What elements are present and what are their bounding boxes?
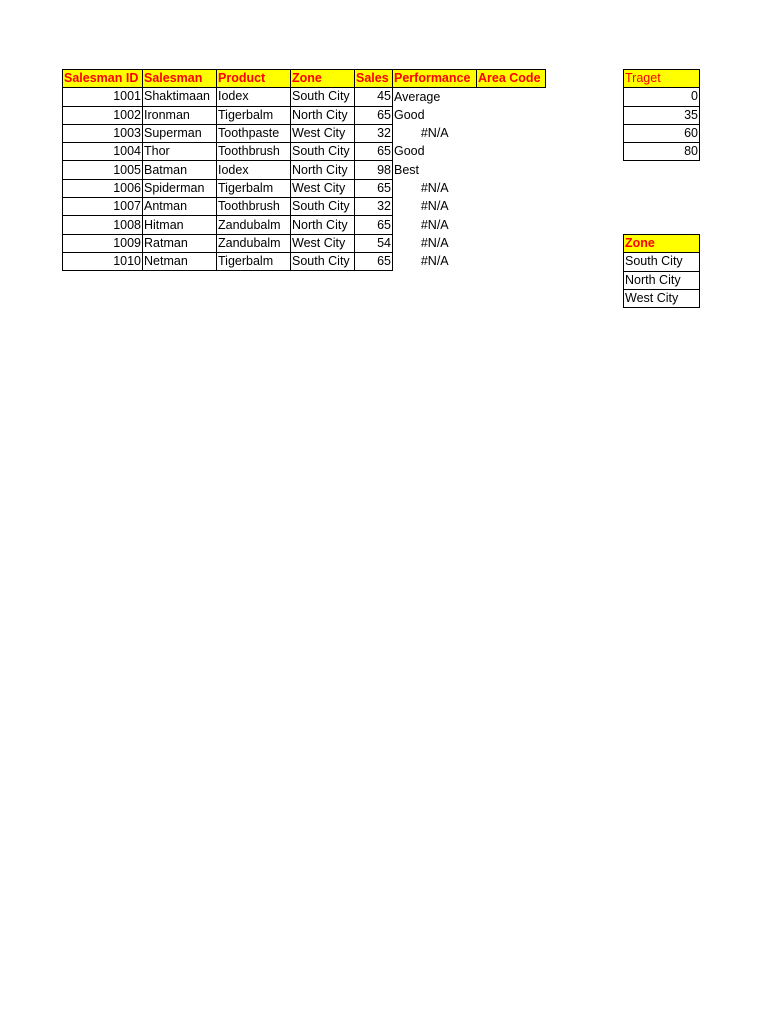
cell-salesman-id[interactable]: 1010 (63, 252, 143, 270)
cell-zone[interactable]: West City (291, 234, 355, 252)
cell-salesman-id[interactable]: 1008 (63, 216, 143, 234)
table-row (63, 161, 546, 179)
table-row (63, 216, 546, 234)
zone-value-cell[interactable]: South City (624, 253, 700, 271)
cell-salesman[interactable]: Shaktimaan (143, 88, 217, 106)
target-table (623, 69, 700, 161)
zone-row (624, 289, 700, 307)
cell-product[interactable]: Tigerbalm (217, 252, 291, 270)
cell-salesman-id[interactable]: 1007 (63, 198, 143, 216)
cell-product[interactable]: Tigerbalm (217, 106, 291, 124)
cell-area-code[interactable] (477, 88, 546, 106)
header-salesman-id[interactable]: Salesman ID (63, 70, 143, 88)
zone-header-row (624, 235, 700, 253)
target-value-cell[interactable]: 80 (624, 143, 700, 161)
cell-zone[interactable]: West City (291, 179, 355, 197)
target-row (624, 143, 700, 161)
header-zone[interactable]: Zone (291, 70, 355, 88)
header-product[interactable]: Product (217, 70, 291, 88)
cell-area-code[interactable] (477, 234, 546, 252)
header-area-code[interactable]: Area Code (477, 70, 546, 88)
cell-sales[interactable]: 32 (355, 124, 393, 142)
cell-sales[interactable]: 32 (355, 198, 393, 216)
cell-performance[interactable]: Good (394, 107, 425, 122)
cell-area-code[interactable] (477, 216, 546, 234)
cell-product[interactable]: Iodex (217, 88, 291, 106)
cell-zone[interactable]: South City (291, 143, 355, 161)
header-sales[interactable]: Sales (355, 70, 393, 88)
zone-value-cell[interactable]: North City (624, 271, 700, 289)
zone-table (623, 234, 700, 308)
cell-performance[interactable]: #N/A (420, 199, 449, 214)
cell-product[interactable]: Toothpaste (217, 124, 291, 142)
target-row (624, 106, 700, 124)
cell-salesman[interactable]: Netman (143, 252, 217, 270)
cell-performance[interactable]: Best (394, 162, 420, 177)
zone-value-cell[interactable]: West City (624, 289, 700, 307)
cell-salesman-id[interactable]: 1006 (63, 179, 143, 197)
cell-zone[interactable]: North City (291, 161, 355, 179)
cell-product[interactable]: Tigerbalm (217, 179, 291, 197)
cell-product[interactable]: Zandubalm (217, 234, 291, 252)
cell-salesman[interactable]: Spiderman (143, 179, 217, 197)
cell-sales[interactable]: 65 (355, 252, 393, 270)
cell-salesman-id[interactable]: 1003 (63, 124, 143, 142)
zone-row (624, 253, 700, 271)
table-row (63, 198, 546, 216)
header-performance[interactable]: Performance (393, 70, 477, 88)
cell-zone[interactable]: West City (291, 124, 355, 142)
cell-area-code[interactable] (477, 252, 546, 270)
table-row (63, 106, 546, 124)
cell-area-code[interactable] (477, 161, 546, 179)
cell-area-code[interactable] (477, 106, 546, 124)
cell-product[interactable]: Toothbrush (217, 198, 291, 216)
cell-salesman-id[interactable]: 1004 (63, 143, 143, 161)
cell-area-code[interactable] (477, 143, 546, 161)
cell-performance[interactable]: #N/A (420, 180, 449, 195)
cell-sales[interactable]: 65 (355, 143, 393, 161)
header-salesman[interactable]: Salesman (143, 70, 217, 88)
zone-row (624, 271, 700, 289)
table-row (63, 252, 546, 270)
target-value-cell[interactable]: 35 (624, 106, 700, 124)
cell-salesman-id[interactable]: 1001 (63, 88, 143, 106)
cell-sales[interactable]: 54 (355, 234, 393, 252)
cell-performance[interactable]: Good (394, 144, 425, 159)
table-row (63, 143, 546, 161)
cell-salesman[interactable]: Hitman (143, 216, 217, 234)
cell-performance[interactable]: #N/A (420, 235, 449, 250)
cell-area-code[interactable] (477, 198, 546, 216)
cell-salesman[interactable]: Antman (143, 198, 217, 216)
cell-sales[interactable]: 65 (355, 106, 393, 124)
cell-zone[interactable]: South City (291, 198, 355, 216)
cell-sales[interactable]: 65 (355, 216, 393, 234)
cell-sales[interactable]: 45 (355, 88, 393, 106)
cell-salesman[interactable]: Ironman (143, 106, 217, 124)
cell-area-code[interactable] (477, 179, 546, 197)
cell-salesman-id[interactable]: 1005 (63, 161, 143, 179)
cell-product[interactable]: Zandubalm (217, 216, 291, 234)
cell-performance[interactable]: #N/A (420, 126, 449, 141)
cell-salesman[interactable]: Thor (143, 143, 217, 161)
cell-performance[interactable]: #N/A (420, 217, 449, 232)
header-zone-list[interactable]: Zone (624, 235, 700, 253)
cell-salesman[interactable]: Ratman (143, 234, 217, 252)
cell-sales[interactable]: 98 (355, 161, 393, 179)
table-row (63, 179, 546, 197)
target-value-cell[interactable]: 0 (624, 88, 700, 106)
cell-product[interactable]: Toothbrush (217, 143, 291, 161)
cell-sales[interactable]: 65 (355, 179, 393, 197)
table-row (63, 88, 546, 106)
cell-product[interactable]: Iodex (217, 161, 291, 179)
table-row (63, 124, 546, 142)
header-target[interactable]: Traget (624, 70, 700, 88)
cell-zone[interactable]: South City (291, 88, 355, 106)
target-row (624, 124, 700, 142)
sales-table (62, 69, 546, 271)
cell-salesman[interactable]: Batman (143, 161, 217, 179)
cell-performance[interactable]: #N/A (420, 254, 449, 269)
cell-salesman-id[interactable]: 1009 (63, 234, 143, 252)
cell-area-code[interactable] (477, 124, 546, 142)
cell-performance[interactable]: Average (394, 89, 441, 104)
table-row (63, 234, 546, 252)
cell-salesman[interactable]: Superman (143, 124, 217, 142)
cell-zone[interactable]: North City (291, 106, 355, 124)
sales-table-header-row (63, 70, 546, 88)
target-header-row (624, 70, 700, 88)
cell-zone[interactable]: South City (291, 252, 355, 270)
cell-zone[interactable]: North City (291, 216, 355, 234)
target-row (624, 88, 700, 106)
cell-salesman-id[interactable]: 1002 (63, 106, 143, 124)
target-value-cell[interactable]: 60 (624, 124, 700, 142)
